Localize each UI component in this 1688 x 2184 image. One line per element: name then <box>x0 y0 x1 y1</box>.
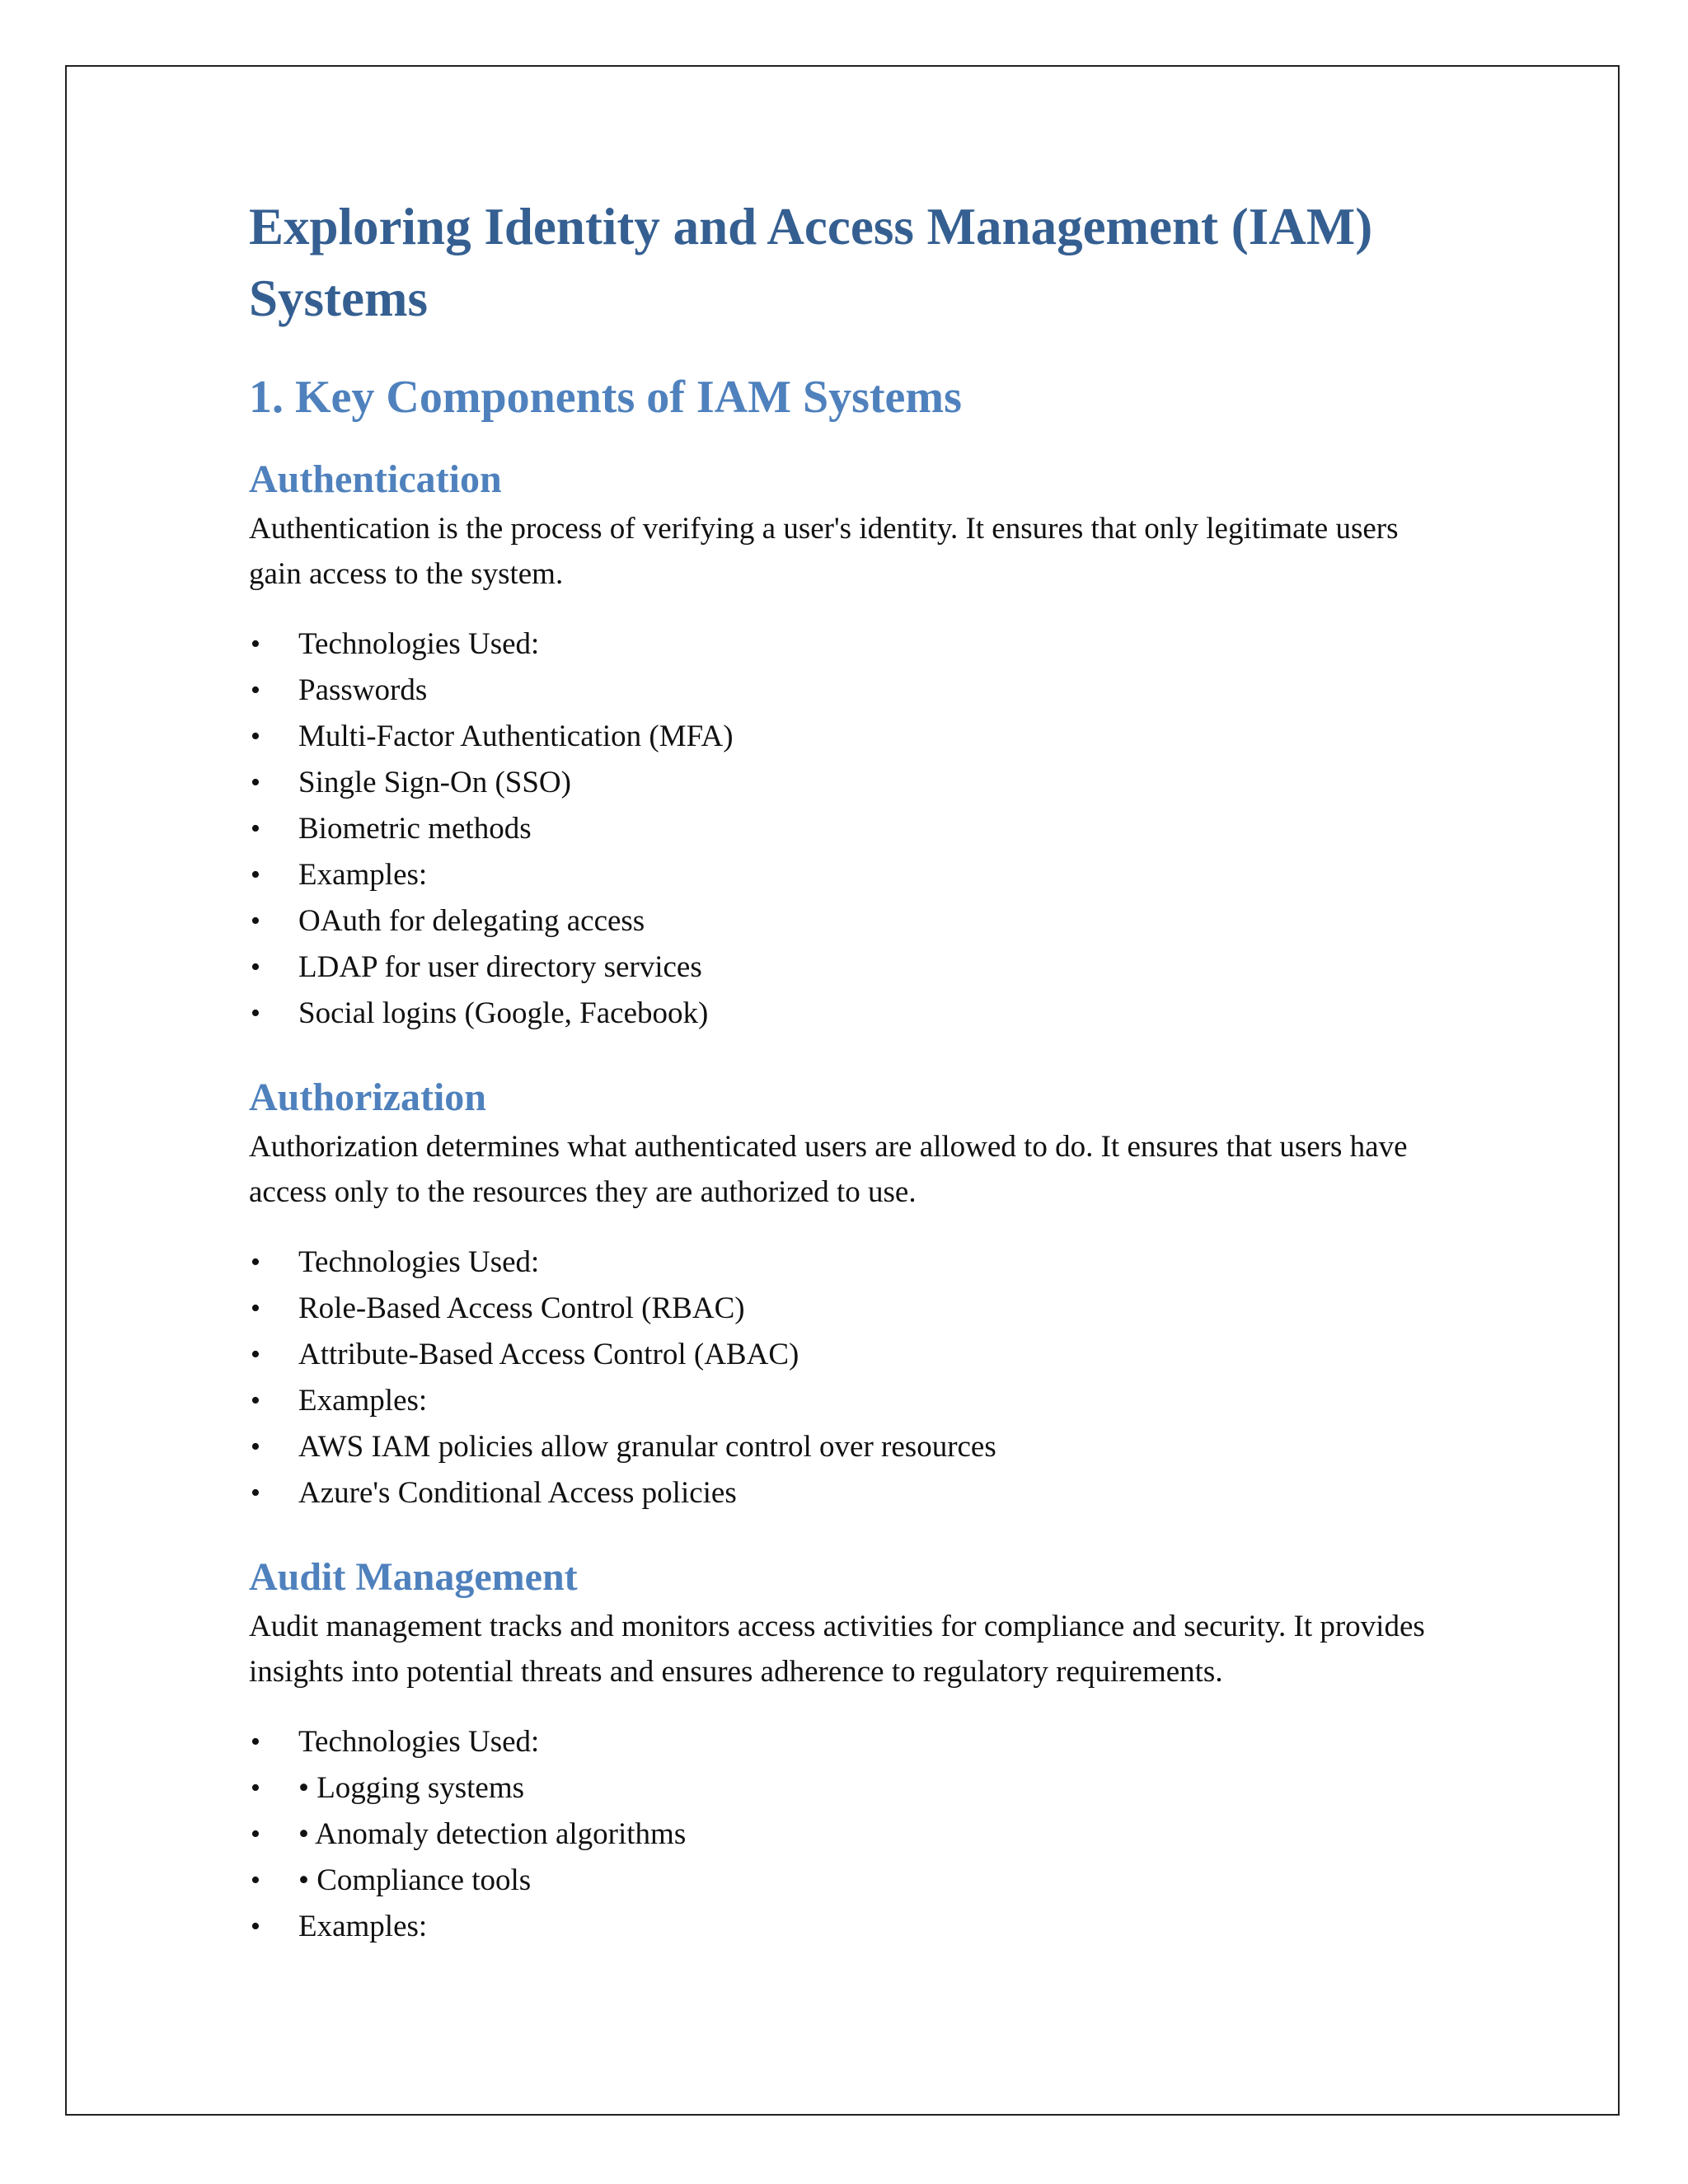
bullet-icon: • <box>251 1911 260 1942</box>
list-item <box>249 1904 1452 1950</box>
list-item <box>249 944 1452 991</box>
bullet-list <box>249 621 1452 1037</box>
list-item <box>249 806 1452 852</box>
subsection-authentication <box>249 453 1452 1037</box>
list-item <box>249 621 1452 668</box>
document-title: Exploring Identity and Access Management (IAM) Systems <box>249 198 1373 327</box>
list-item <box>249 714 1452 760</box>
list-item-text: Examples: <box>298 1910 428 1943</box>
list-item <box>249 1719 1452 1765</box>
list-item <box>249 1470 1452 1516</box>
list-item-text: Role-Based Access Control (RBAC) <box>298 1291 745 1325</box>
list-item-text: Examples: <box>298 1384 428 1418</box>
list-item-text: LDAP for user directory services <box>298 950 702 984</box>
bullet-icon: • <box>251 1432 260 1462</box>
list-item <box>249 1765 1452 1811</box>
subsection-paragraph: Authentication is the process of verifying a user's identity. It ensures that only legitimate users gain access to the system. <box>249 512 1399 591</box>
bullet-icon: • <box>251 1819 260 1849</box>
subsection-heading: Audit Management <box>249 1555 578 1599</box>
subsection-paragraph: Authorization determines what authenticated users are allowed to do. It ensures that users have access only to the resources they are authorized to use. <box>249 1130 1408 1209</box>
bullet-icon: • <box>251 1478 260 1508</box>
bullet-icon: • <box>251 1385 260 1416</box>
bullet-icon: • <box>251 675 260 705</box>
list-item <box>249 760 1452 806</box>
subsection-heading: Authorization <box>249 1076 486 1119</box>
bullet-icon: • <box>251 629 260 659</box>
bullet-list <box>249 1719 1452 1950</box>
subsection-audit-management <box>249 1551 1452 1950</box>
bullet-icon: • <box>251 813 260 844</box>
list-item-text: AWS IAM policies allow granular control over resources <box>298 1430 996 1464</box>
list-item-text: • Logging systems <box>298 1771 525 1805</box>
list-item <box>249 1286 1452 1332</box>
list-item-text: • Compliance tools <box>298 1863 532 1897</box>
list-item-text: Attribute-Based Access Control (ABAC) <box>298 1338 799 1371</box>
bullet-list <box>249 1240 1452 1516</box>
list-item-text: • Anomaly detection algorithms <box>298 1817 687 1851</box>
list-item <box>249 1424 1452 1470</box>
list-item <box>249 852 1452 898</box>
list-item-text: Multi-Factor Authentication (MFA) <box>298 719 734 753</box>
bullet-icon: • <box>251 860 260 890</box>
subsection-authorization <box>249 1071 1452 1516</box>
bullet-icon: • <box>251 1727 260 1757</box>
bullet-icon: • <box>251 906 260 936</box>
bullet-icon: • <box>251 1773 260 1803</box>
bullet-icon: • <box>251 767 260 798</box>
list-item-text: Technologies Used: <box>298 1725 540 1759</box>
bullet-icon: • <box>251 952 260 982</box>
bullet-icon: • <box>251 721 260 752</box>
list-item <box>249 898 1452 944</box>
bullet-icon: • <box>251 1293 260 1324</box>
list-item <box>249 991 1452 1037</box>
list-item-text: Passwords <box>298 673 428 707</box>
list-item <box>249 1811 1452 1858</box>
list-item-text: Social logins (Google, Facebook) <box>298 996 709 1030</box>
list-item-text: Technologies Used: <box>298 627 540 661</box>
list-item <box>249 1858 1452 1904</box>
bullet-icon: • <box>251 1247 260 1277</box>
bullet-icon: • <box>251 1339 260 1370</box>
list-item-text: Single Sign-On (SSO) <box>298 766 571 799</box>
list-item-text: Examples: <box>298 858 428 892</box>
subsection-paragraph: Audit management tracks and monitors access activities for compliance and security. It provides insights into potential threats and ensures adherence to regulatory requirements. <box>249 1610 1425 1689</box>
list-item-text: OAuth for delegating access <box>298 904 645 938</box>
section-heading: 1. Key Components of IAM Systems <box>249 372 962 423</box>
bullet-icon: • <box>251 1865 260 1896</box>
document-body <box>249 191 1452 1950</box>
list-item <box>249 668 1452 714</box>
list-item <box>249 1240 1452 1286</box>
list-item <box>249 1378 1452 1424</box>
bullet-icon: • <box>251 998 260 1029</box>
list-item-text: Technologies Used: <box>298 1245 540 1279</box>
list-item-text: Biometric methods <box>298 812 532 846</box>
subsection-heading: Authentication <box>249 457 502 501</box>
list-item-text: Azure's Conditional Access policies <box>298 1476 737 1510</box>
list-item <box>249 1332 1452 1378</box>
